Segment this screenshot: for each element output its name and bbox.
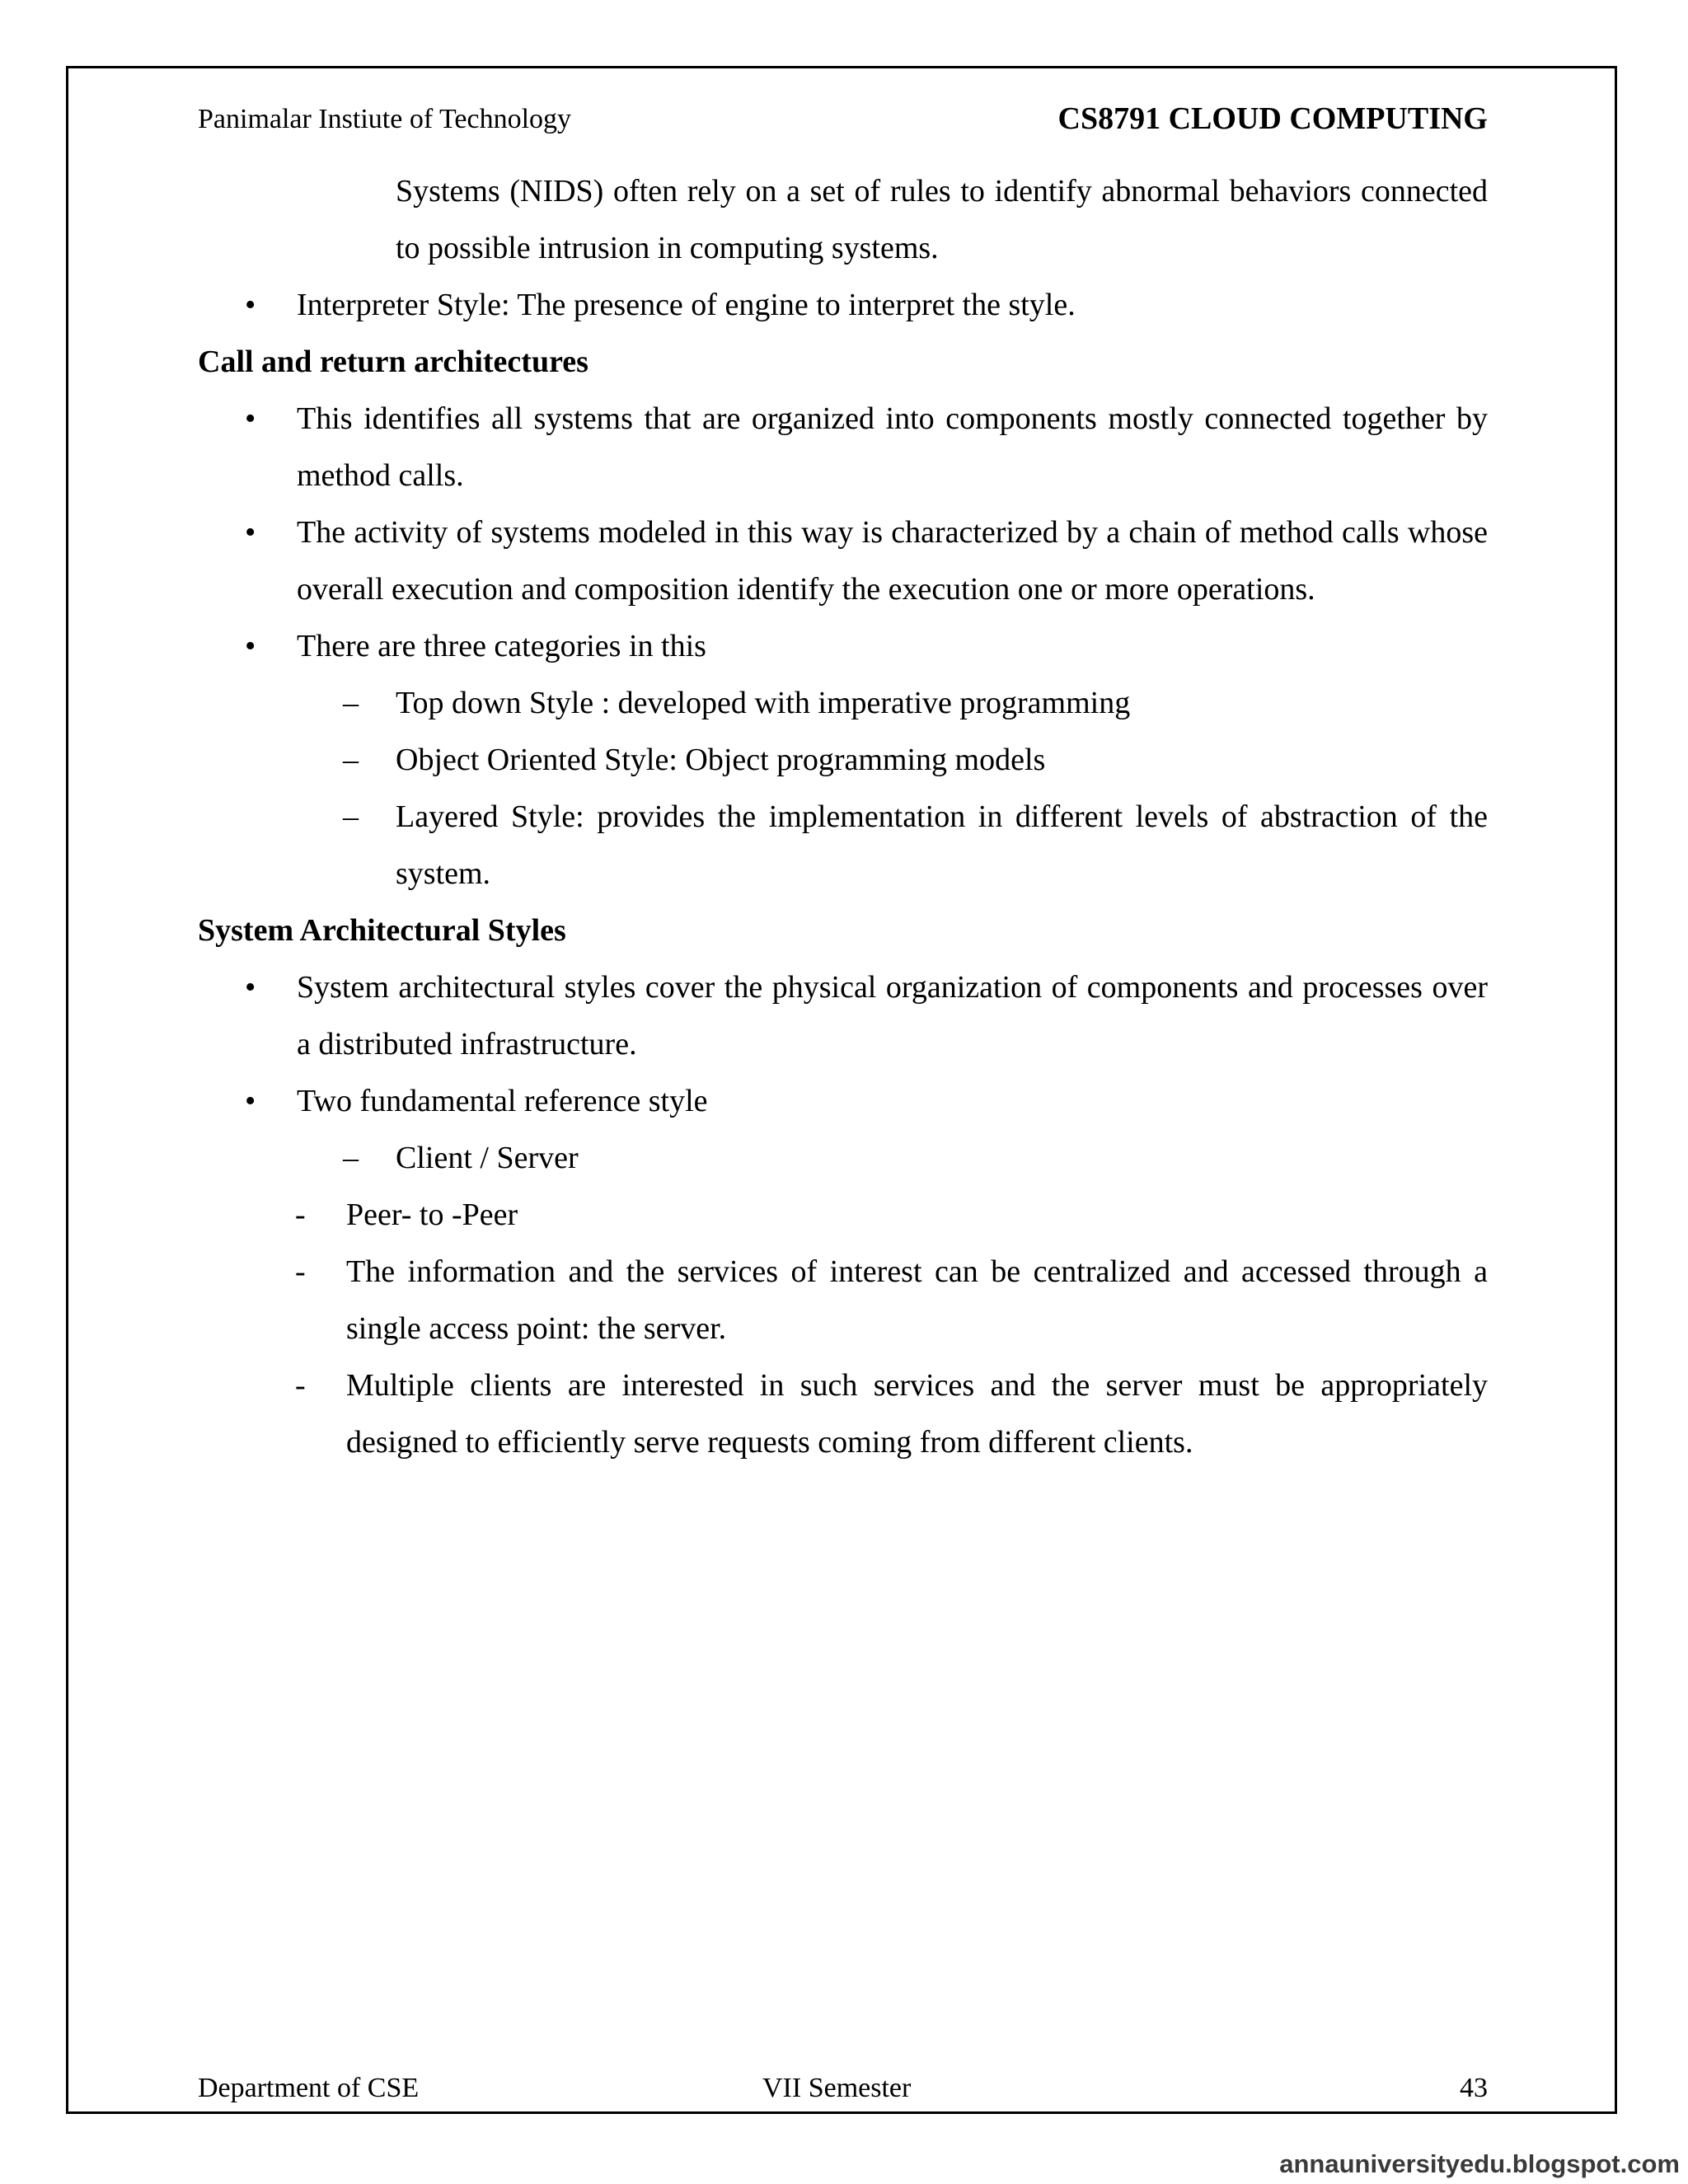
list-item-text: This identifies all systems that are organized into components mostly connected together by method calls. [297,401,1488,493]
footer-department: Department of CSE [198,2073,420,2103]
hyphen-mark: - [295,1197,306,1232]
sub-list-item-text: Top down Style : developed with imperative programming [396,686,1131,720]
list-item [198,1073,1488,1130]
dash-mark: – [343,743,359,777]
bullet-mark: • [245,288,256,322]
sub-list-item-text: Client / Server [396,1141,579,1175]
section-heading-call-return: Call and return architectures [198,344,588,379]
sub-list-item [198,732,1488,789]
hyphen-list-item [198,1357,1488,1471]
bullet-mark: • [245,629,256,663]
header-institute: Panimalar Instiute of Technology [198,104,572,134]
hyphen-mark: - [295,1368,306,1403]
bullet-mark: • [245,401,256,436]
list-item-text: There are three categories in this [297,629,706,663]
hyphen-list-item-text: Multiple clients are interested in such services and the server must be appropriately designed to efficiently serve requests coming from different clients. [346,1368,1488,1460]
hyphen-list-item-text: The information and the services of interest can be centralized and accessed through a single access point: the server. [346,1254,1488,1346]
list-item-text: Two fundamental reference style [297,1084,708,1118]
list-item [198,959,1488,1073]
page-number: 43 [1460,2073,1488,2103]
bullet-mark: • [245,970,256,1005]
sub-list-item [198,675,1488,732]
continued-paragraph: Systems (NIDS) often rely on a set of rules to identify abnormal behaviors connected to possible intrusion in computing systems. [396,174,1488,265]
sub-list-item [198,1130,1488,1187]
list-item-text: The activity of systems modeled in this way is characterized by a chain of method calls whose overall execution and composition identify the execution one or more operations. [297,515,1488,607]
bullet-mark: • [245,515,256,550]
dash-mark: – [343,686,359,720]
section-heading-system-styles: System Architectural Styles [198,913,566,948]
list-item-text: System architectural styles cover the physical organization of components and processes over a distributed infrastructure. [297,970,1488,1062]
watermark-url: annauniversityedu.blogspot.com [1279,2149,1680,2178]
hyphen-list-item [198,1244,1488,1357]
footer-semester: VII Semester [762,2073,912,2103]
sub-list-item [198,789,1488,902]
hyphen-list-item-text: Peer- to -Peer [346,1197,518,1232]
list-item-text: Interpreter Style: The presence of engine to interpret the style. [297,288,1076,322]
bullet-mark: • [245,1084,256,1118]
list-item [198,504,1488,618]
sub-list-item-text: Layered Style: provides the implementation in different levels of abstraction of the system. [396,799,1488,891]
list-item [198,277,1488,334]
dash-mark: – [343,799,359,834]
list-item [198,391,1488,504]
hyphen-mark: - [295,1254,306,1289]
sub-list-item-text: Object Oriented Style: Object programming models [396,743,1046,777]
page-content [198,163,1488,1471]
dash-mark: – [343,1141,359,1175]
header-course-title: CS8791 CLOUD COMPUTING [1057,101,1488,136]
list-item [198,618,1488,675]
hyphen-list-item [198,1187,1488,1244]
